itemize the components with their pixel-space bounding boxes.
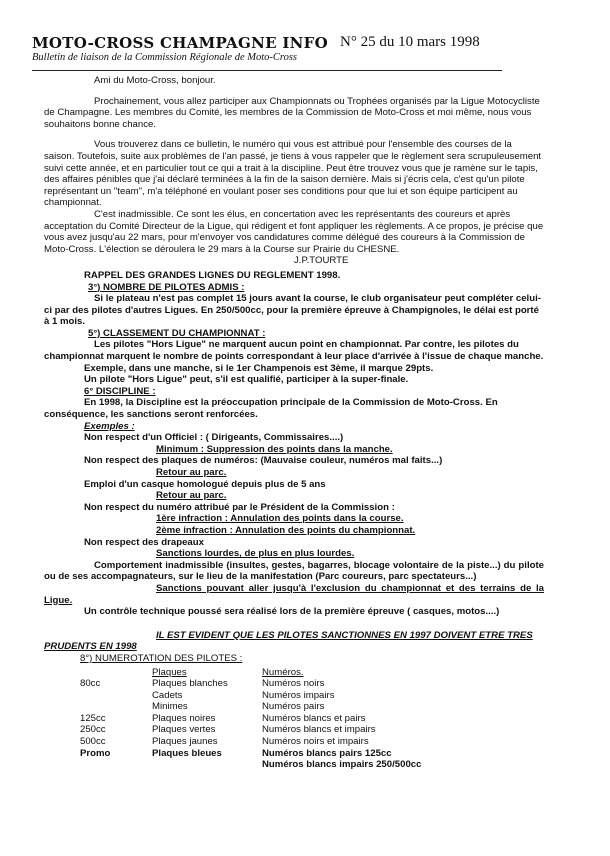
example-5: Non respect des drapeaux (84, 536, 204, 548)
behaviour-sanction: Sanctions pouvant aller jusqu'à l'exclusion du championnat et des terrains de la Ligue. (44, 582, 544, 606)
signature: J.P.TOURTE (294, 255, 349, 267)
intro-paragraph-2: Vous trouverez dans ce bulletin, le numéro qui vous est attribué pour l'ensemble des courses de la saison. Toutefois, suite aux problèmes de l'an passé, je tiens à vous rappeler que le règlement sera scrupuleusement suivi cette année, et en particulier tout ce qui a trait à la discipline. Peut être trouvez vous que je ramène sur le tapis, des affaires pénibles que j'ai déclaré terminées à la fin de la saison dernière. Mais si j'écris cela, c'est qu'un pilote représentant un "team", m'a téléphoné en voulant poser ses conditions pour que lui et son équipe participent au championnat. (44, 139, 542, 209)
numbering-header-plates: Plaques (152, 666, 187, 678)
example-4: Non respect du numéro attribué par le Président de la Commission : (84, 501, 395, 513)
section-5-title: 5°) CLASSEMENT DU CHAMPIONNAT : (88, 327, 266, 339)
row-numbers: Numéros pairs (262, 701, 325, 713)
row-plates: Plaques jaunes (152, 736, 218, 748)
row-class: 80cc (80, 678, 101, 690)
row-plates: Plaques bleues (152, 747, 222, 759)
row-plates: Minimes (152, 701, 188, 713)
section-5-text: Les pilotes "Hors Ligue" ne marquent aucun point en championnat. Par contre, les pilotes du championnat marquent le nombre de points correspondant à leur place d'arrivée à l'issue de chaque manche. (44, 339, 544, 363)
row-numbers: Numéros blancs et impairs (262, 724, 376, 736)
behaviour-text: Comportement inadmissible (insultes, gestes, bagarres, blocage volontaire de la piste...) du pilote ou de ses accompagnateurs, sur le lieu de la manifestation (Parc coureurs, parc spectateurs...) (44, 559, 544, 583)
intro-paragraph-3: C'est inadmissible. Ce sont les élus, en concertation avec les représentants des coureurs et après acceptation du Comité Directeur de la Ligue, qui rédigent et font appliquer les règlements. A ce propos, je précise que vous avez jusqu'au 22 mars, pour m'envoyer vos candidatures comme délégué des coureurs à la Commission de Moto-Cross. L'élection se déroulera le 29 mars à la Course sur Prairie du CHESNE. (44, 208, 544, 255)
rules-heading: RAPPEL DES GRANDES LIGNES DU REGLEMENT 1998. (84, 269, 341, 281)
example-4-sanction-1: 1ère infraction : Annulation des points dans la course. (156, 513, 404, 525)
row-numbers: Numéros noirs et impairs (262, 736, 369, 748)
row-class: Promo (80, 747, 111, 759)
newsletter-title: MOTO-CROSS CHAMPAGNE INFO (32, 34, 329, 52)
intro-paragraph-1: Prochainement, vous allez participer aux Championnats ou Trophées organisés par la Ligue Motocycliste de Champagne. Les membres du Comité, les membres de la Commission de Moto-Cross et moi même, nous vous souhaitons bonne chance. (44, 95, 540, 130)
newsletter-subtitle: Bulletin de liaison de la Commission Régionale de Moto-Cross (32, 52, 298, 63)
section-5-final: Un pilote "Hors Ligue" peut, s'il est qualifié, participer à la super-finale. (84, 374, 409, 386)
row-plates: Plaques blanches (152, 678, 228, 690)
row-class: 250cc (80, 724, 106, 736)
table-row (44, 713, 544, 725)
example-1-sanction: Minimum : Suppression des points dans la manche. (156, 443, 393, 455)
example-2: Non respect des plaques de numéros: (Mauvaise couleur, numéros mal faits...) (84, 455, 443, 467)
technical-control: Un contrôle technique poussé sera réalisé lors de la première épreuve ( casques, motos....) (84, 606, 500, 618)
row-plates (152, 759, 262, 771)
row-class (44, 759, 152, 771)
section-6-title: 6° DISCIPLINE : (84, 385, 156, 397)
row-plates: Plaques noires (152, 712, 216, 724)
section-6-text: En 1998, la Discipline est la préoccupation principale de la Commission de Moto-Cross. En conséquence, les sanctions seront renforcées. (44, 397, 498, 421)
numbering-table (44, 667, 544, 771)
examples-label: Exemples : (84, 420, 135, 432)
warning-notice: IL EST EVIDENT QUE LES PILOTES SANCTIONNES EN 1997 DOIVENT ETRE TRES PRUDENTS EN 1998 (44, 629, 533, 653)
document-body (44, 75, 544, 771)
section-8-title: 8°) NUMEROTATION DES PILOTES : (80, 652, 243, 664)
row-numbers: Numéros blancs et pairs (262, 712, 366, 724)
table-row (44, 724, 544, 736)
example-3-sanction: Retour au parc. (156, 490, 227, 502)
issue-number: N° 25 du 10 mars 1998 (340, 34, 480, 50)
section-5-example: Exemple, dans une manche, si le 1er Champenois est 3ème, il marque 29pts. (84, 362, 434, 374)
table-row (44, 736, 544, 748)
row-numbers: Numéros blancs impairs 250/500cc (262, 759, 422, 771)
table-row (44, 748, 544, 760)
example-2-sanction: Retour au parc. (156, 467, 227, 478)
row-class (44, 690, 152, 702)
numbering-header-class (44, 667, 152, 679)
table-row (44, 759, 544, 771)
section-3-title: 3°) NOMBRE DE PILOTES ADMIS : (88, 281, 245, 293)
row-plates: Plaques vertes (152, 724, 216, 736)
example-3: Emploi d'un casque homologué depuis plus de 5 ans (84, 478, 326, 490)
row-class (44, 701, 152, 713)
row-numbers: Numéros blancs pairs 125cc (262, 747, 392, 759)
row-class: 500cc (80, 736, 106, 748)
section-3-text: Si le plateau n'est pas complet 15 jours avant la course, le club organisateur peut compléter celui-ci par des pilotes d'autres Ligues. En 250/500cc, pour la première épreuve à Champignoles, le délai est porté à 1 mois. (44, 293, 541, 328)
numbering-header-numbers: Numéros. (262, 666, 304, 678)
table-row (44, 701, 544, 713)
row-plates: Cadets (152, 689, 183, 701)
table-row (44, 678, 544, 690)
example-4-sanction-2: 2ème infraction : Annulation des points du championnat. (156, 524, 416, 536)
row-numbers: Numéros impairs (262, 689, 335, 701)
example-1: Non respect d'un Officiel : ( Dirigeants, Commissaires....) (84, 432, 344, 444)
row-class: 125cc (80, 712, 106, 724)
table-row (44, 690, 544, 702)
example-5-sanction: Sanctions lourdes, de plus en plus lourdes. (156, 548, 355, 560)
greeting: Ami du Moto-Cross, bonjour. (94, 75, 216, 86)
header-divider (32, 70, 502, 71)
row-numbers: Numéros noirs (262, 678, 325, 690)
numbering-header-row (44, 667, 544, 679)
